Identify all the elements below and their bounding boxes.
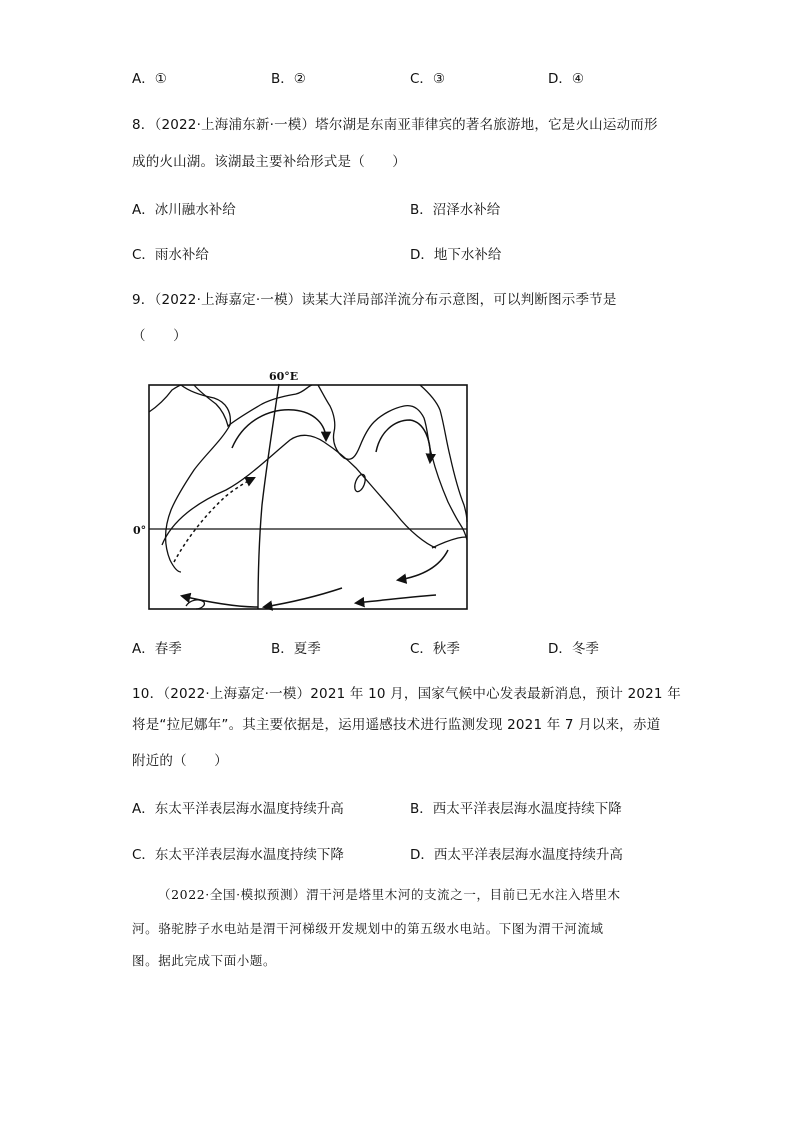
coastline-indonesia bbox=[432, 537, 467, 548]
current-somali-dashed bbox=[174, 478, 254, 562]
q7-option-c: C．③ bbox=[410, 71, 446, 87]
q8-option-b: B．沼泽水补给 bbox=[410, 202, 501, 218]
q10-stem-line3: 附近的（ ） bbox=[132, 753, 228, 769]
q9-stem-line1: 9．（2022·上海嘉定·一模）读某大洋局部洋流分布示意图，可以判断图示季节是 bbox=[132, 292, 617, 308]
intro-line2: 河。骆驼脖子水电站是渭干河梯级开发规划中的第五级水电站。下图为渭干河流域 bbox=[132, 921, 604, 936]
q9-option-d: D．冬季 bbox=[548, 641, 599, 657]
q10-option-a: A．东太平洋表层海水温度持续升高 bbox=[132, 801, 344, 817]
q10-stem-line2: 将是“拉尼娜年”。其主要依据是，运用遥感技术进行监测发现 2021 年 7 月以来，赤道 bbox=[132, 717, 661, 733]
q7-option-b: B．② bbox=[271, 71, 306, 87]
coastline-africa bbox=[149, 385, 230, 572]
current-bay-of-bengal bbox=[376, 420, 430, 462]
coastline-arabia bbox=[194, 385, 312, 426]
q8-option-d: D．地下水补给 bbox=[410, 247, 502, 263]
map-frame bbox=[149, 385, 467, 609]
latitude-label: 0° bbox=[133, 524, 147, 537]
current-southwest-arrow bbox=[398, 550, 448, 580]
current-bottom-arrow-2 bbox=[182, 596, 258, 607]
q9-option-c: C．秋季 bbox=[410, 641, 460, 657]
island-bottom-left bbox=[186, 600, 204, 609]
current-bottom-arrow-3 bbox=[356, 595, 436, 603]
q10-stem-line1: 10．（2022·上海嘉定·一模）2021 年 10 月，国家气候中心发表最新消息，预计 2021 年 bbox=[132, 686, 681, 702]
coastline-southeast-asia bbox=[420, 385, 467, 522]
q9-option-a: A．春季 bbox=[132, 641, 182, 657]
coastline-india bbox=[318, 385, 467, 540]
q7-option-d: D．④ bbox=[548, 71, 584, 87]
q8-stem-line2: 成的火山湖。该湖最主要补给形式是（ ） bbox=[132, 154, 406, 170]
q10-option-b: B．西太平洋表层海水温度持续下降 bbox=[410, 801, 622, 817]
meridian-60e bbox=[258, 384, 279, 609]
q9-option-b: B．夏季 bbox=[271, 641, 321, 657]
q9-stem-line2: （ ） bbox=[132, 328, 187, 344]
q10-option-d: D．西太平洋表层海水温度持续升高 bbox=[410, 847, 623, 863]
q8-option-c: C．雨水补给 bbox=[132, 247, 209, 263]
current-gyre-upper bbox=[162, 435, 436, 548]
q7-option-a: A．① bbox=[132, 71, 167, 87]
q10-option-c: C．东太平洋表层海水温度持续下降 bbox=[132, 847, 344, 863]
current-bottom-arrow-1 bbox=[264, 588, 342, 607]
q8-option-a: A．冰川融水补给 bbox=[132, 202, 236, 218]
q8-stem-line1: 8．（2022·上海浦东新·一模）塔尔湖是东南亚菲律宾的著名旅游地，它是火山运动而形 bbox=[132, 117, 658, 133]
intro-line1: （2022·全国·模拟预测）渭干河是塔里木河的支流之一，目前已无水注入塔里木 bbox=[158, 887, 621, 902]
current-arabian-sea bbox=[232, 410, 326, 448]
intro-line3: 图。据此完成下面小题。 bbox=[132, 953, 277, 968]
island-sri-lanka bbox=[353, 473, 368, 493]
longitude-label: 60°E bbox=[269, 370, 299, 383]
